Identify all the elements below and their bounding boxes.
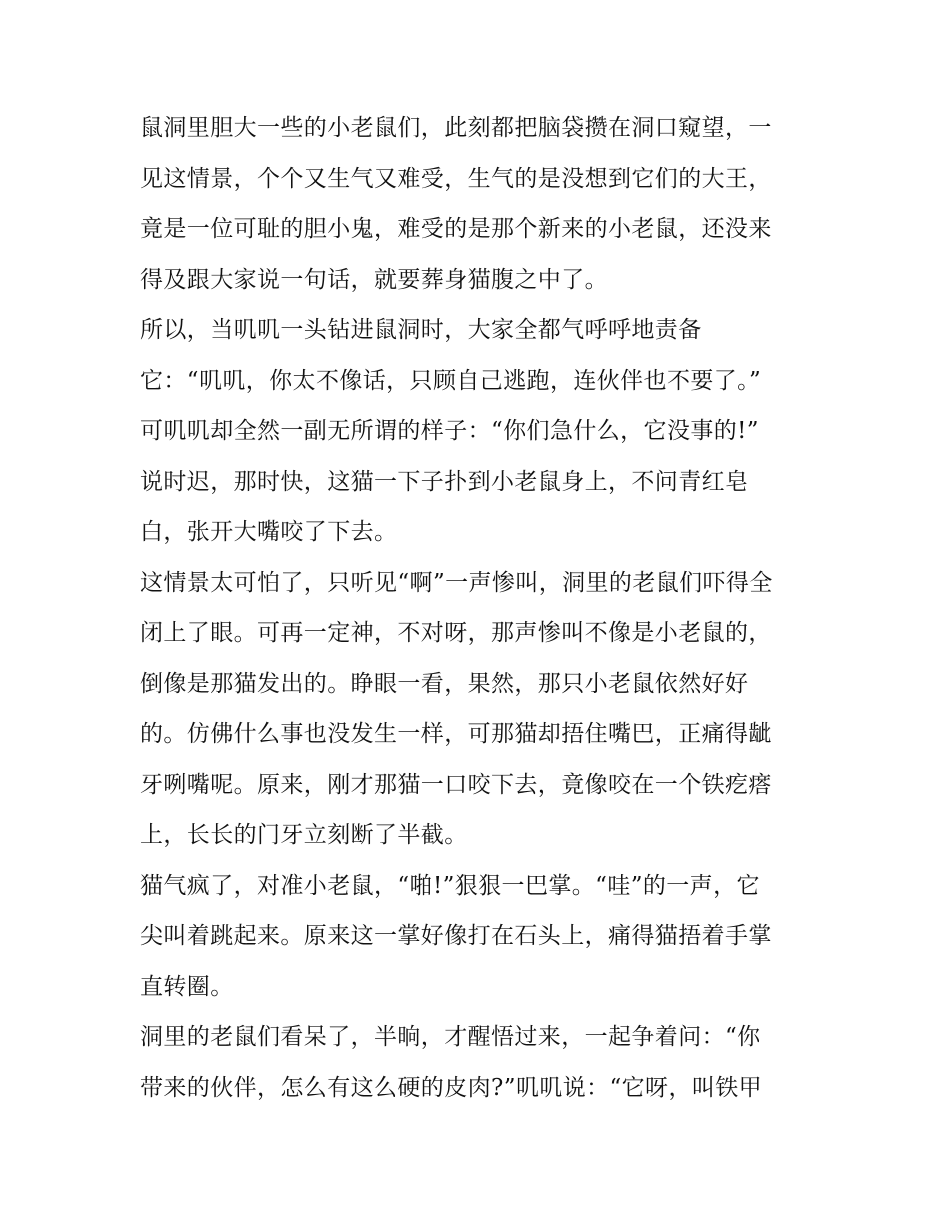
text-line: 所以，当叽叽一头钻进鼠洞时，大家全都气呼呼地责备 <box>140 317 702 343</box>
story-text <box>140 103 820 1113</box>
text-line: 它：“叽叽，你太不像话，只顾自己逃跑，连伙伴也不要了。” <box>140 367 762 394</box>
text-line: 带来的伙伴，怎么有这么硬的皮肉?”叽叽说：“它呀，叫铁甲 <box>140 1074 763 1101</box>
text-line: 闭上了眼。可再一定神，不对呀，那声惨叫不像是小老鼠的， <box>140 620 772 646</box>
text-line: 倒像是那猫发出的。睁眼一看，果然，那只小老鼠依然好好 <box>140 670 749 697</box>
text-line: 得及跟大家说一句话，就要葬身猫腹之中了。 <box>140 266 608 293</box>
text-line: 尖叫着跳起来。原来这一掌好像打在石头上，痛得猫捂着手掌 <box>140 923 772 949</box>
text-line: 洞里的老鼠们看呆了，半晌，才醒悟过来，一起争着问：“你 <box>140 1024 761 1050</box>
text-line: 上，长长的门牙立刻断了半截。 <box>140 822 468 848</box>
text-line: 直转圈。 <box>140 973 234 1000</box>
text-line: 竟是一位可耻的胆小鬼，难受的是那个新来的小老鼠，还没来 <box>140 216 772 242</box>
text-line: 牙咧嘴呢。原来，刚才那猫一口咬下去，竟像咬在一个铁疙瘩 <box>140 771 772 798</box>
text-line: 这情景太可怕了，只听见“啊”一声惨叫，洞里的老鼠们吓得全 <box>140 569 773 596</box>
text-line: 说时迟，那时快，这猫一下子扑到小老鼠身上，不问青红皂 <box>140 468 749 495</box>
text-line: 鼠洞里胆大一些的小老鼠们，此刻都把脑袋攒在洞口窥望，一 <box>140 115 772 141</box>
text-line: 的。仿佛什么事也没发生一样，可那猫却捂住嘴巴，正痛得龇 <box>140 721 772 747</box>
text-line: 见这情景，个个又生气又难受，生气的是没想到它们的大王， <box>140 165 772 192</box>
text-line: 可叽叽却全然一副无所谓的样子：“你们急什么，它没事的!” <box>140 418 759 444</box>
text-line: 白，张开大嘴咬了下去。 <box>140 519 398 545</box>
text-line: 猫气疯了，对准小老鼠，“啪!”狠狠一巴掌。“哇”的一声，它 <box>140 872 760 899</box>
